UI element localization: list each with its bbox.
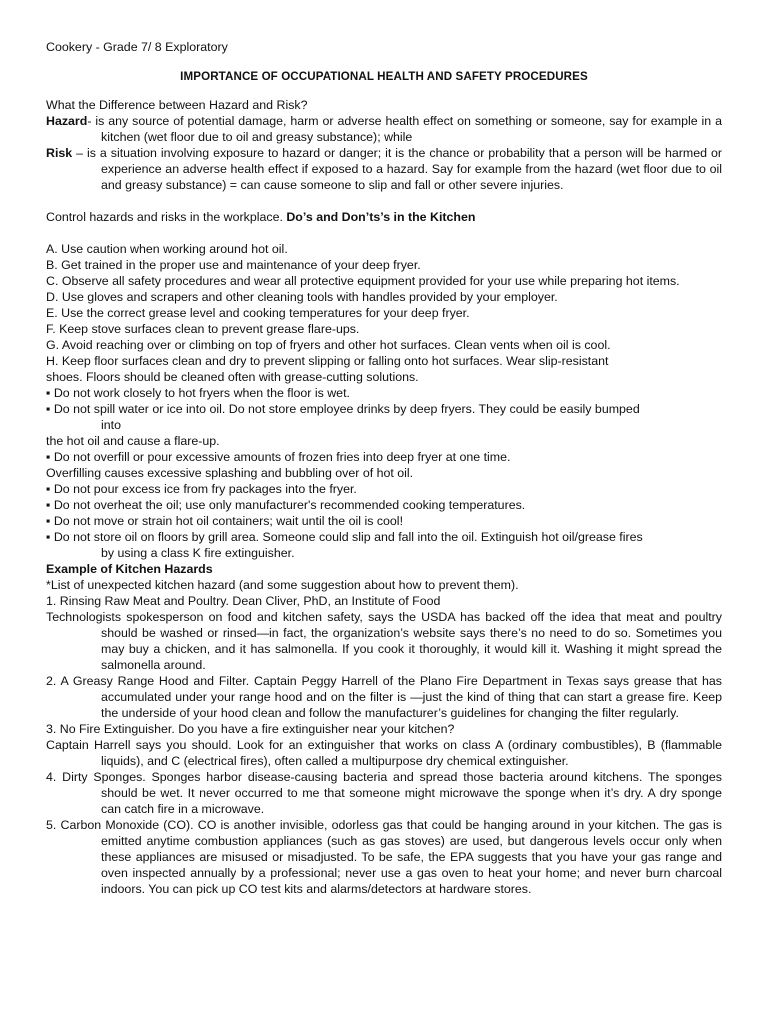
document-header: Cookery - Grade 7/ 8 Exploratory: [46, 40, 228, 54]
hazard-definition: [46, 113, 722, 145]
hazard-term: Hazard: [46, 114, 88, 128]
intro-question: What the Difference between Hazard and Risk?: [46, 98, 308, 112]
list-item: F. Keep stove surfaces clean to prevent grease flare-ups.: [46, 322, 360, 336]
control-heading: [46, 209, 722, 225]
control-bold: Do’s and Don’ts’s in the Kitchen: [286, 210, 476, 224]
bullet-item: ▪ Do not move or strain hot oil containers; wait until the oil is cool!: [46, 514, 404, 528]
example-item-continuation: Captain Harrell says you should. Look for an extinguisher that works on class A (ordinary combustibles), B (flammable liquids), and C (electrical fires), often called a multipurpose dry chemical extinguisher.: [46, 738, 722, 768]
example-item: 4. Dirty Sponges. Sponges harbor disease-causing bacteria and spread those bacteria around kitchens. The sponges should be wet. It never occurred to me that someone might microwave the sponge when it’s dry. A dry sponge can catch fire in a microwave.: [46, 770, 722, 816]
bullet-item: ▪ Do not work closely to hot fryers when the floor is wet.: [46, 386, 350, 400]
document-title: IMPORTANCE OF OCCUPATIONAL HEALTH AND SAFETY PROCEDURES: [180, 70, 588, 83]
bullet-item-continuation: Overfilling causes excessive splashing and bubbling over of hot oil.: [46, 466, 414, 480]
bullet-item-continuation: by using a class K fire extinguisher.: [101, 546, 295, 560]
bullet-item: ▪ Do not pour excess ice from fry packages into the fryer.: [46, 482, 357, 496]
bullet-item: ▪ Do not store oil on floors by grill area. Someone could slip and fall into the oil. Extinguish hot oil/grease fires: [46, 530, 643, 544]
control-text: Control hazards and risks in the workplace.: [46, 210, 287, 224]
list-item: E. Use the correct grease level and cooking temperatures for your deep fryer.: [46, 306, 470, 320]
bullet-item-continuation: the hot oil and cause a flare-up.: [46, 434, 220, 448]
bullet-item: ▪ Do not overheat the oil; use only manufacturer's recommended cooking temperatures.: [46, 498, 526, 512]
hazard-text: - is any source of potential damage, harm or adverse health effect on something or someone, say for example in a kitchen (wet floor due to oil and greasy substance); while: [87, 114, 722, 144]
examples-subheading: *List of unexpected kitchen hazard (and some suggestion about how to prevent them).: [46, 578, 519, 592]
bullet-item: ▪ Do not overfill or pour excessive amounts of frozen fries into deep fryer at one time.: [46, 450, 511, 464]
list-item: B. Get trained in the proper use and maintenance of your deep fryer.: [46, 258, 421, 272]
examples-heading: Example of Kitchen Hazards: [46, 562, 213, 576]
risk-definition: [46, 145, 722, 193]
donts-list: [46, 385, 722, 561]
list-item: C. Observe all safety procedures and wear all protective equipment provided for your use while preparing hot items.: [46, 274, 680, 288]
list-item: A. Use caution when working around hot oil.: [46, 242, 288, 256]
list-item: shoes. Floors should be cleaned often with grease-cutting solutions.: [46, 370, 419, 384]
dos-list: [46, 241, 722, 385]
risk-text: – is a situation involving exposure to hazard or danger; it is the chance or probability that a person will be harmed or experience an adverse health effect if exposed to a hazard. Say for example from the hazard (wet floor due to oil and greasy substance) = can cause someone to slip and fall or other severe injuries.: [72, 146, 722, 192]
bullet-item-continuation: into: [101, 418, 121, 432]
bullet-item: ▪ Do not spill water or ice into oil. Do not store employee drinks by deep fryers. They could be easily bumped: [46, 402, 640, 416]
example-item: 5. Carbon Monoxide (CO). CO is another invisible, odorless gas that could be hanging around in your kitchen. The gas is emitted anytime combustion appliances (such as gas stoves) are used, but dangerous levels occur only when these appliances are misused or misadjusted. To be safe, the EPA suggests that you have your gas range and oven inspected annually by a professional; never use a gas oven to heat your home; and never burn charcoal indoors. You can pick up CO test kits and alarms/detectors at hardware stores.: [46, 818, 722, 896]
example-item-continuation: Technologists spokesperson on food and kitchen safety, says the USDA has backed off the idea that meat and poultry should be washed or rinsed—in fact, the organization’s website says there’s no need to do so. Sometimes you may buy a chicken, and it has salmonella. If you cook it thoroughly, it would kill it. Washing it might spread the salmonella around.: [46, 610, 722, 672]
example-item: 3. No Fire Extinguisher. Do you have a fire extinguisher near your kitchen?: [46, 722, 455, 736]
risk-term: Risk: [46, 146, 73, 160]
list-item: G. Avoid reaching over or climbing on top of fryers and other hot surfaces. Clean vents when oil is cool.: [46, 338, 611, 352]
list-item: H. Keep floor surfaces clean and dry to prevent slipping or falling onto hot surfaces. Wear slip-resistant: [46, 354, 609, 368]
spacer: [46, 225, 722, 241]
list-item: D. Use gloves and scrapers and other cleaning tools with handles provided by your employer.: [46, 290, 558, 304]
example-item: 1. Rinsing Raw Meat and Poultry. Dean Cliver, PhD, an Institute of Food: [46, 594, 441, 608]
spacer: [46, 193, 722, 209]
example-item: 2. A Greasy Range Hood and Filter. Captain Peggy Harrell of the Plano Fire Department in Texas says grease that has accumulated under your range hood and on the filter is —just the kind of thing that can start a grease fire. Keep the underside of your hood clean and follow the manufacturer’s guidelines for changing the filter regularly.: [46, 674, 722, 720]
examples-list: [46, 593, 722, 897]
